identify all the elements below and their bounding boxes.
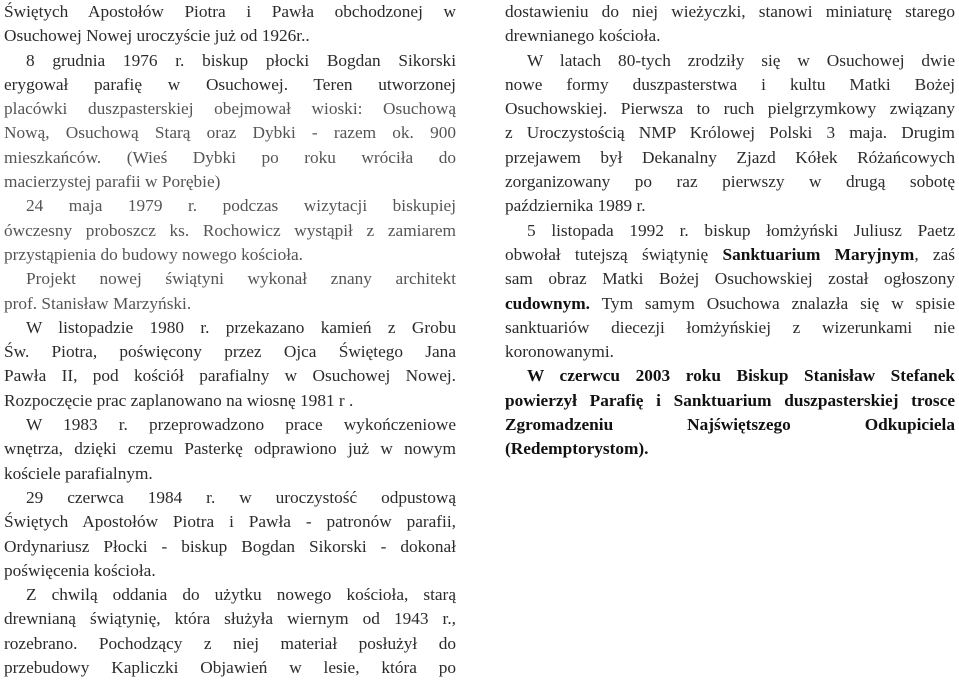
text-line bbox=[505, 243, 955, 267]
text-line: zorganizowany po raz pierwszy w drugą sobotę bbox=[505, 172, 955, 192]
text-line: Rozpoczęcie prac zaplanowano na wiosnę 1981 r . bbox=[4, 390, 354, 410]
text-line: sam obraz Matki Bożej Osuchowskiej został ogłoszony bbox=[505, 269, 955, 289]
text-line-bold: (Redemptorystom). bbox=[505, 439, 649, 459]
text-line: przejawem był Dekanalny Zjazd Kółek Różańcowych bbox=[505, 147, 955, 167]
text-run: obwołał tutejszą świątynię bbox=[505, 244, 723, 264]
text-line: października 1989 r. bbox=[505, 196, 646, 216]
text-line: Osuchowskiej. Pierwsza to ruch pielgrzymkowy związany bbox=[505, 99, 955, 119]
text-line-bold: W czerwcu 2003 roku Biskup Stanisław Stefanek bbox=[527, 366, 955, 386]
text-line: przystąpienia do budowy nowego kościoła. bbox=[4, 244, 303, 264]
text-line: dostawieniu do niej wieżyczki, stanowi miniaturę starego bbox=[505, 2, 955, 21]
sanctuary-emphasis: Sanktuarium Maryjnym bbox=[722, 244, 915, 264]
text-line: drewnianą świątynię, która służyła wiernym od 1943 r., bbox=[4, 609, 456, 629]
text-line-bold: Zgromadzeniu Najświętszego Odkupiciela bbox=[505, 415, 955, 435]
miraculous-emphasis: cudownym. bbox=[505, 293, 590, 313]
text-line: Pawła II, pod kościół parafialny w Osuchowej Nowej. bbox=[4, 366, 456, 386]
text-line: ówczesny proboszcz ks. Rochowicz wystąpił z zamiarem bbox=[4, 220, 456, 240]
text-line: drewnianego kościoła. bbox=[505, 26, 661, 46]
text-line: kościele parafialnym. bbox=[4, 463, 153, 483]
text-line: mieszkańców. (Wieś Dybki po roku wróciła do bbox=[4, 147, 456, 167]
text-line-bold: powierzył Parafię i Sanktuarium duszpasterskiej trosce bbox=[505, 390, 955, 410]
text-line: Projekt nowej świątyni wykonał znany architekt bbox=[26, 269, 456, 289]
text-run: , zaś bbox=[914, 244, 955, 264]
text-line: koronowanymi. bbox=[505, 342, 614, 362]
text-line: 29 czerwca 1984 r. w uroczystość odpustową bbox=[26, 487, 456, 507]
text-line: wnętrza, dzięki czemu Pasterkę odprawiono już w nowym bbox=[4, 439, 456, 459]
text-line: z Uroczystością NMP Królowej Polski 3 maja. Drugim bbox=[505, 123, 955, 143]
text-line: erygował parafię w Osuchowej. Teren utworzonej bbox=[4, 74, 456, 94]
text-line: 24 maja 1979 r. podczas wizytacji biskupiej bbox=[26, 196, 456, 216]
text-line: W latach 80-tych zrodziły się w Osuchowej dwie bbox=[527, 50, 955, 70]
text-line: placówki duszpasterskiej obejmował wioski: Osuchową bbox=[4, 99, 456, 119]
text-line: Św. Piotra, poświęcony przez Ojca Świętego Jana bbox=[4, 342, 456, 362]
text-line: 5 listopada 1992 r. biskup łomżyński Juliusz Paetz bbox=[527, 220, 955, 240]
text-line: Z chwilą oddania do użytku nowego kościoła, starą bbox=[26, 585, 456, 605]
text-line: sanktuariów diecezji łomżyńskiej z wizerunkami nie bbox=[505, 317, 955, 337]
text-line: Nową, Osuchową Starą oraz Dybki - razem ok. 900 bbox=[4, 123, 456, 143]
text-line: Świętych Apostołów Piotra i Pawła - patronów parafii, bbox=[4, 512, 456, 532]
text-line bbox=[505, 292, 955, 316]
text-line: Świętych Apostołów Piotra i Pawła obchodzonej w bbox=[4, 2, 456, 21]
text-line: Ordynariusz Płocki - biskup Bogdan Sikorski - dokonał bbox=[4, 536, 456, 556]
text-line: W 1983 r. przeprowadzono prace wykończeniowe bbox=[26, 415, 456, 435]
text-line: poświęcenia kościoła. bbox=[4, 560, 156, 580]
left-text-column bbox=[4, 0, 456, 680]
right-text-column bbox=[505, 0, 955, 462]
text-run: Tym samym Osuchowa znalazła się w spisie bbox=[589, 293, 955, 313]
text-line: przebudowy Kapliczki Objawień w lesie, która po bbox=[4, 658, 456, 678]
text-line: nowe formy duszpasterstwa i kultu Matki Bożej bbox=[505, 74, 955, 94]
text-line: 8 grudnia 1976 r. biskup płocki Bogdan Sikorski bbox=[26, 50, 456, 70]
text-line: prof. Stanisław Marzyński. bbox=[4, 293, 192, 313]
text-line: Osuchowej Nowej uroczyście już od 1926r.. bbox=[4, 26, 310, 46]
text-line: rozebrano. Pochodzący z niej materiał posłużył do bbox=[4, 633, 456, 653]
text-line: W listopadzie 1980 r. przekazano kamień z Grobu bbox=[26, 317, 456, 337]
text-line: macierzystej parafii w Porębie) bbox=[4, 172, 221, 192]
